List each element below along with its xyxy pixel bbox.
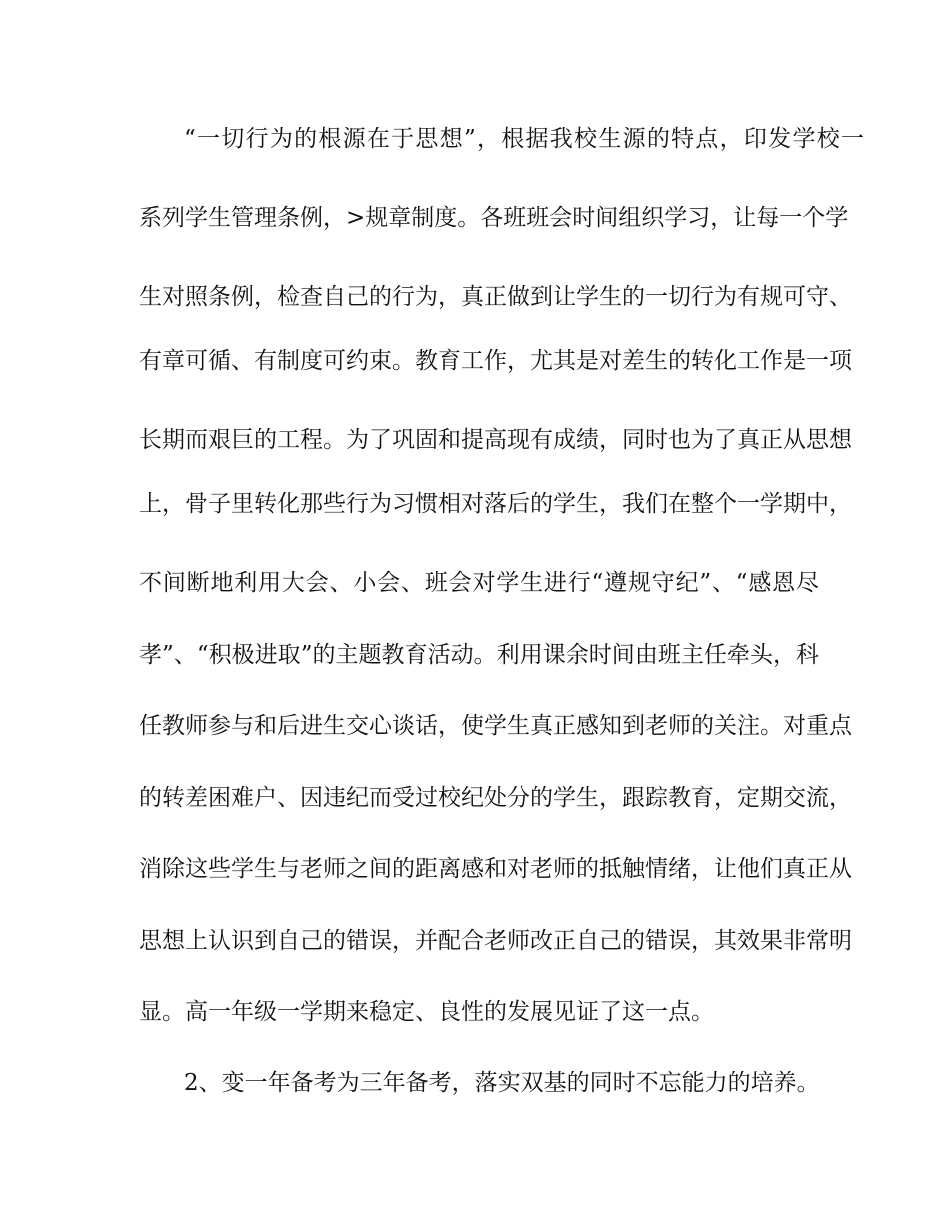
paragraph-1-line-6: 上，骨子里转化那些行为习惯相对落后的学生，我们在整个一学期中， [139, 491, 852, 517]
paragraph-1-line-5: 长期而艰巨的工程。为了巩固和提高现有成绩，同时也为了真正从思想 [139, 427, 852, 453]
paragraph-1-line-12: 思想上认识到自己的错误，并配合老师改正自己的错误，其效果非常明 [139, 928, 852, 954]
paragraph-1-line-1: “一切行为的根源在于思想”，根据我校生源的特点，印发学校一 [184, 126, 864, 152]
paragraph-1-line-4: 有章可循、有制度可约束。教育工作，尤其是对差生的转化工作是一项 [139, 348, 852, 374]
paragraph-1-line-2: 系列学生管理条例，>规章制度。各班班会时间组织学习，让每一个学 [139, 205, 849, 231]
paragraph-2: 2、变一年备考为三年备考，落实双基的同时不忘能力的培养。 [184, 1070, 820, 1096]
paragraph-1-line-8: 孝”、“积极进取”的主题教育活动。利用课余时间由班主任牵头，科 [139, 642, 819, 668]
paragraph-1-line-11: 消除这些学生与老师之间的距离感和对老师的抵触情绪，让他们真正从 [139, 856, 852, 882]
paragraph-1-line-9: 任教师参与和后进生交心谈话，使学生真正感知到老师的关注。对重点 [139, 713, 852, 739]
paragraph-1-line-10: 的转差困难户、因违纪而受过校纪处分的学生，跟踪教育，定期交流， [139, 785, 852, 811]
paragraph-1-line-13: 显。高一年级一学期来稳定、良性的发展见证了这一点。 [139, 999, 714, 1025]
paragraph-1-line-3: 生对照条例，检查自己的行为，真正做到让学生的一切行为有规可守、 [139, 284, 852, 310]
paragraph-1-line-7: 不间断地利用大会、小会、班会对学生进行“遵规守纪”、“感恩尽 [139, 570, 819, 596]
